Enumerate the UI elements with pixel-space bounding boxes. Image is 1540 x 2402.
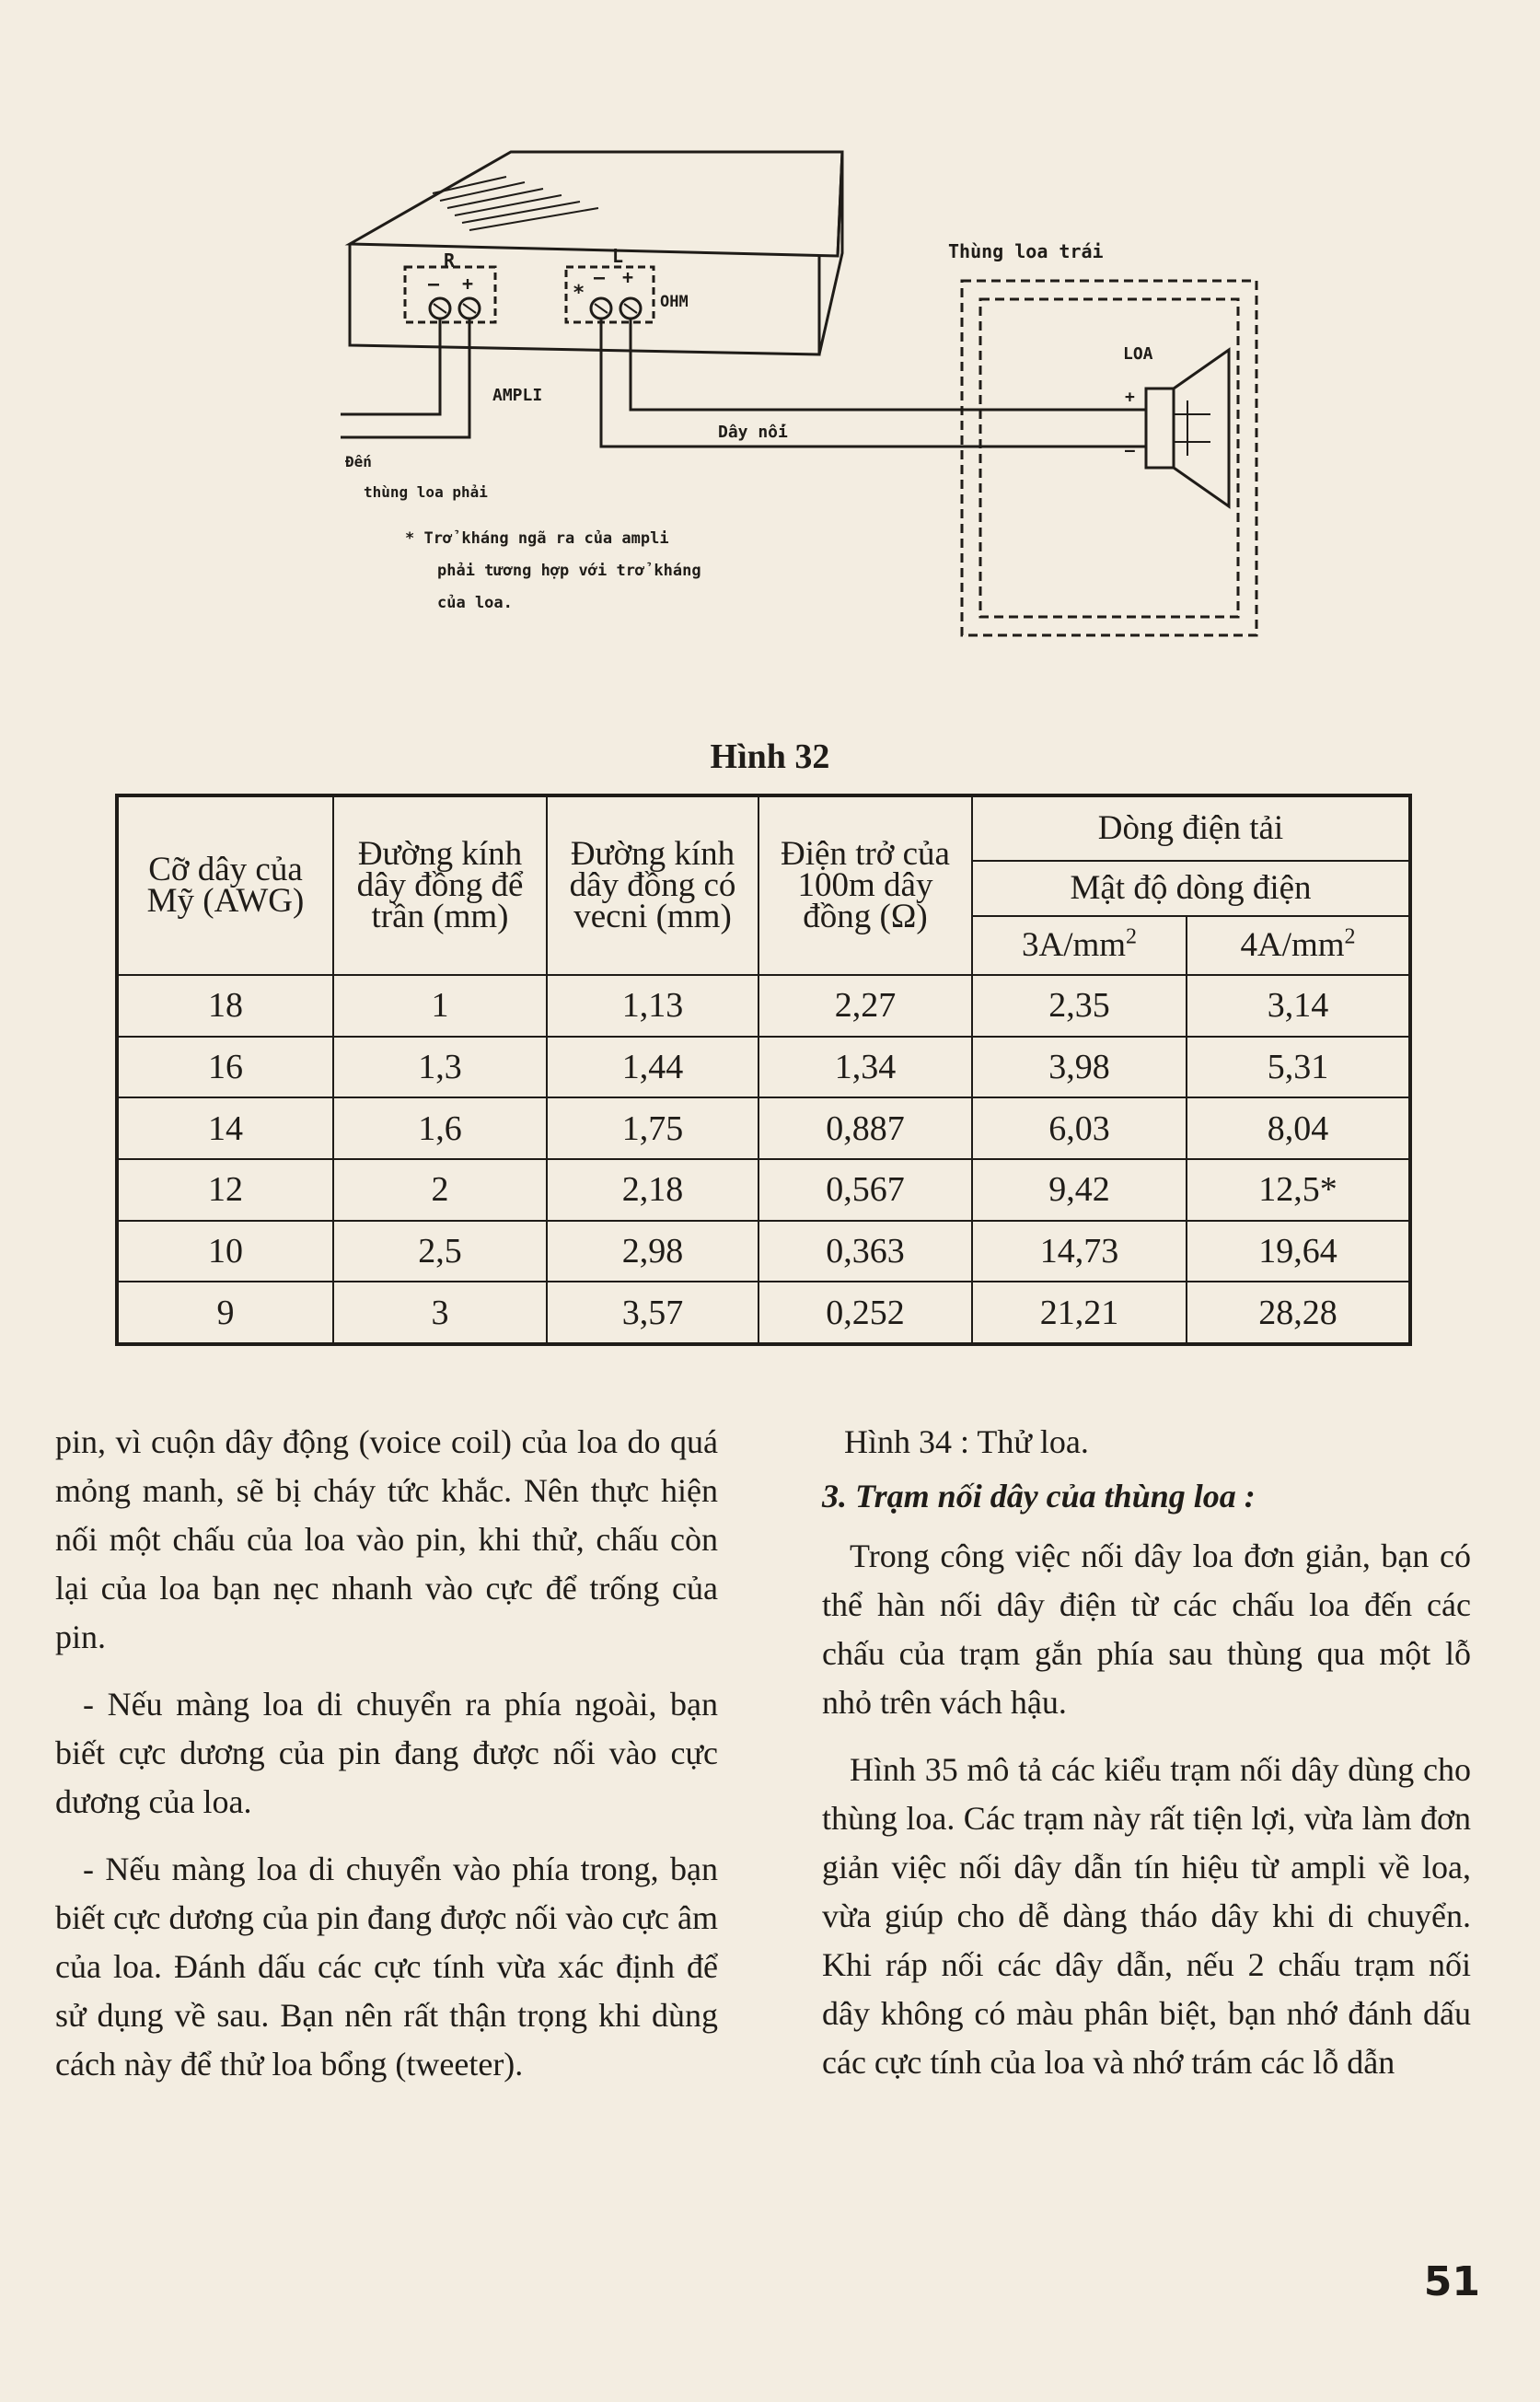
table-cell: 6,03 [972, 1097, 1187, 1159]
label-l-plus: + [622, 266, 634, 288]
label-thung-loa-phai: thùng loa phải [364, 483, 488, 501]
header-density-3a-base: 3A/mm [1021, 926, 1127, 964]
left-speaker-cabinet-inner [980, 299, 1238, 617]
right-terminal-box [405, 267, 495, 322]
table-row [117, 1282, 1410, 1344]
wire-gauge-table [115, 794, 1412, 1346]
header-resistance: Điện trở của 100m dây đồng (Ω) [758, 795, 972, 975]
table-cell: 5,31 [1187, 1037, 1410, 1098]
table-cell: 18 [117, 975, 333, 1037]
table-cell: 0,887 [758, 1097, 972, 1159]
speaker-cone [1174, 350, 1229, 506]
table-cell: 9,42 [972, 1159, 1187, 1221]
table-cell: 16 [117, 1037, 333, 1098]
page-number: 51 [1423, 2258, 1480, 2305]
table-cell: 1,6 [333, 1097, 547, 1159]
label-l-minus: – [594, 266, 606, 288]
note-line-2: phải tương hợp với trở kháng [437, 562, 701, 580]
header-current-density: Mật độ dòng điện [972, 861, 1410, 916]
table-cell: 1,75 [547, 1097, 758, 1159]
amplifier-top-face [350, 152, 842, 256]
table-row [117, 1221, 1410, 1282]
wire-left-minus [601, 319, 1146, 447]
table-cell: 1,13 [547, 975, 758, 1037]
header-varnish-diameter: Đường kính dây đồng có vecni (mm) [547, 795, 758, 975]
figure-caption: Hình 32 [710, 737, 830, 776]
note-line-1: * Trở kháng ngã ra của ampli [405, 529, 669, 548]
right-paragraph-1: Trong công việc nối dây loa đơn giản, bạn có thể hàn nối dây điện từ các chấu loa đến các chấu của trạm gắn phía sau thùng qua một lỗ nhỏ trên vách hậu. [822, 1538, 1471, 1721]
label-thung-loa-trai: Thùng loa trái [948, 240, 1104, 262]
wiring-diagram [331, 138, 1418, 654]
label-den: Đến [345, 453, 372, 470]
wire-right-1 [341, 319, 440, 414]
left-paragraph-2: - Nếu màng loa di chuyển ra phía ngoài, bạn biết cực dương của pin đang được nối vào cực dương của loa. [55, 1686, 718, 1820]
table-cell: 8,04 [1187, 1097, 1410, 1159]
wire-right-2 [341, 319, 469, 437]
table-cell: 21,21 [972, 1282, 1187, 1344]
header-load-current: Dòng điện tải [972, 795, 1410, 861]
label-r: R [444, 249, 456, 272]
table-cell: 3,98 [972, 1037, 1187, 1098]
table-cell: 1 [333, 975, 547, 1037]
table-cell: 9 [117, 1282, 333, 1344]
label-speaker-minus: – [1125, 441, 1135, 460]
left-speaker-cabinet-outer [962, 281, 1256, 635]
table-cell: 3 [333, 1282, 547, 1344]
left-paragraph-3: - Nếu màng loa di chuyển vào phía trong, bạn biết cực dương của pin đang được nối vào cực âm của loa. Đánh dấu các cực tính vừa xác định để sử dụng về sau. Bạn nên rất thận trọng khi dùng cách này để thử loa bổng (tweeter). [55, 1851, 718, 2083]
header-density-3a-exp: 2 [1126, 924, 1138, 949]
table-cell: 3,57 [547, 1282, 758, 1344]
label-day-noi: Dây nối [718, 423, 788, 442]
table-cell: 2,35 [972, 975, 1187, 1037]
table-cell: 14 [117, 1097, 333, 1159]
right-paragraph-2: Hình 35 mô tả các kiểu trạm nối dây dùng cho thùng loa. Các trạm này rất tiện lợi, vừa làm đơn giản việc nối dây dẫn tín hiệu từ ampli về loa, vừa giúp cho dễ dàng tháo dây khi di chuyển. Khi ráp nối các dây dẫn, nếu 2 chấu trạm nối dây không có màu phân biệt, bạn nhớ đánh dấu các cực tính của loa và nhớ trám các lỗ dẫn [822, 1751, 1471, 2081]
table-row [117, 975, 1410, 1037]
table-cell: 19,64 [1187, 1221, 1410, 1282]
header-density-3a [972, 916, 1187, 975]
table-row [117, 1159, 1410, 1221]
table-row [117, 1097, 1410, 1159]
label-loa: LOA [1123, 344, 1153, 364]
left-text-column [55, 1418, 718, 2107]
table-cell: 12 [117, 1159, 333, 1221]
table-cell: 2,18 [547, 1159, 758, 1221]
table-cell: 1,34 [758, 1037, 972, 1098]
table-cell: 2,27 [758, 975, 972, 1037]
section-heading: 3. Trạm nối dây của thùng loa : [822, 1478, 1256, 1514]
table-cell: 3,14 [1187, 975, 1410, 1037]
table-cell: 10 [117, 1221, 333, 1282]
label-star: * [573, 282, 585, 305]
amplifier-vents [433, 177, 598, 230]
table-row [117, 1037, 1410, 1098]
wire-gauge-table-wrap [115, 794, 1408, 1346]
label-l: L [612, 245, 624, 267]
table-cell: 12,5* [1187, 1159, 1410, 1221]
table-cell: 1,3 [333, 1037, 547, 1098]
right-text-column [822, 1418, 1471, 2106]
table-cell: 2,5 [333, 1221, 547, 1282]
header-density-4a [1187, 916, 1410, 975]
header-density-4a-base: 4A/mm [1240, 926, 1345, 964]
header-bare-diameter: Đường kính dây đồng để trần (mm) [333, 795, 547, 975]
wiring-diagram-svg [331, 138, 1418, 654]
table-cell: 0,363 [758, 1221, 972, 1282]
header-awg: Cỡ dây của Mỹ (AWG) [117, 795, 333, 975]
table-cell: 0,252 [758, 1282, 972, 1344]
label-ampli: AMPLI [492, 386, 543, 405]
speaker-magnet [1146, 389, 1174, 468]
label-r-plus: + [462, 273, 474, 295]
header-density-4a-exp: 2 [1344, 924, 1356, 949]
label-speaker-plus: + [1125, 388, 1135, 407]
table-cell: 14,73 [972, 1221, 1187, 1282]
wire-left-plus [631, 319, 1146, 410]
amplifier-side-face [819, 152, 842, 354]
table-cell: 2,98 [547, 1221, 758, 1282]
left-paragraph-1: pin, vì cuộn dây động (voice coil) của loa do quá mỏng manh, sẽ bị cháy tức khắc. Nên thực hiện nối một chấu của loa vào pin, khi thử, chấu còn lại của loa bạn nẹc nhanh vào cực để trống của pin. [55, 1423, 718, 1655]
table-cell: 1,44 [547, 1037, 758, 1098]
note-line-3: của loa. [437, 594, 513, 612]
label-r-minus: – [428, 273, 440, 295]
table-cell: 28,28 [1187, 1282, 1410, 1344]
table-cell: 0,567 [758, 1159, 972, 1221]
table-cell: 2 [333, 1159, 547, 1221]
figure-34-caption: Hình 34 : Thử loa. [844, 1423, 1089, 1460]
label-ohm: OHM [660, 293, 689, 311]
